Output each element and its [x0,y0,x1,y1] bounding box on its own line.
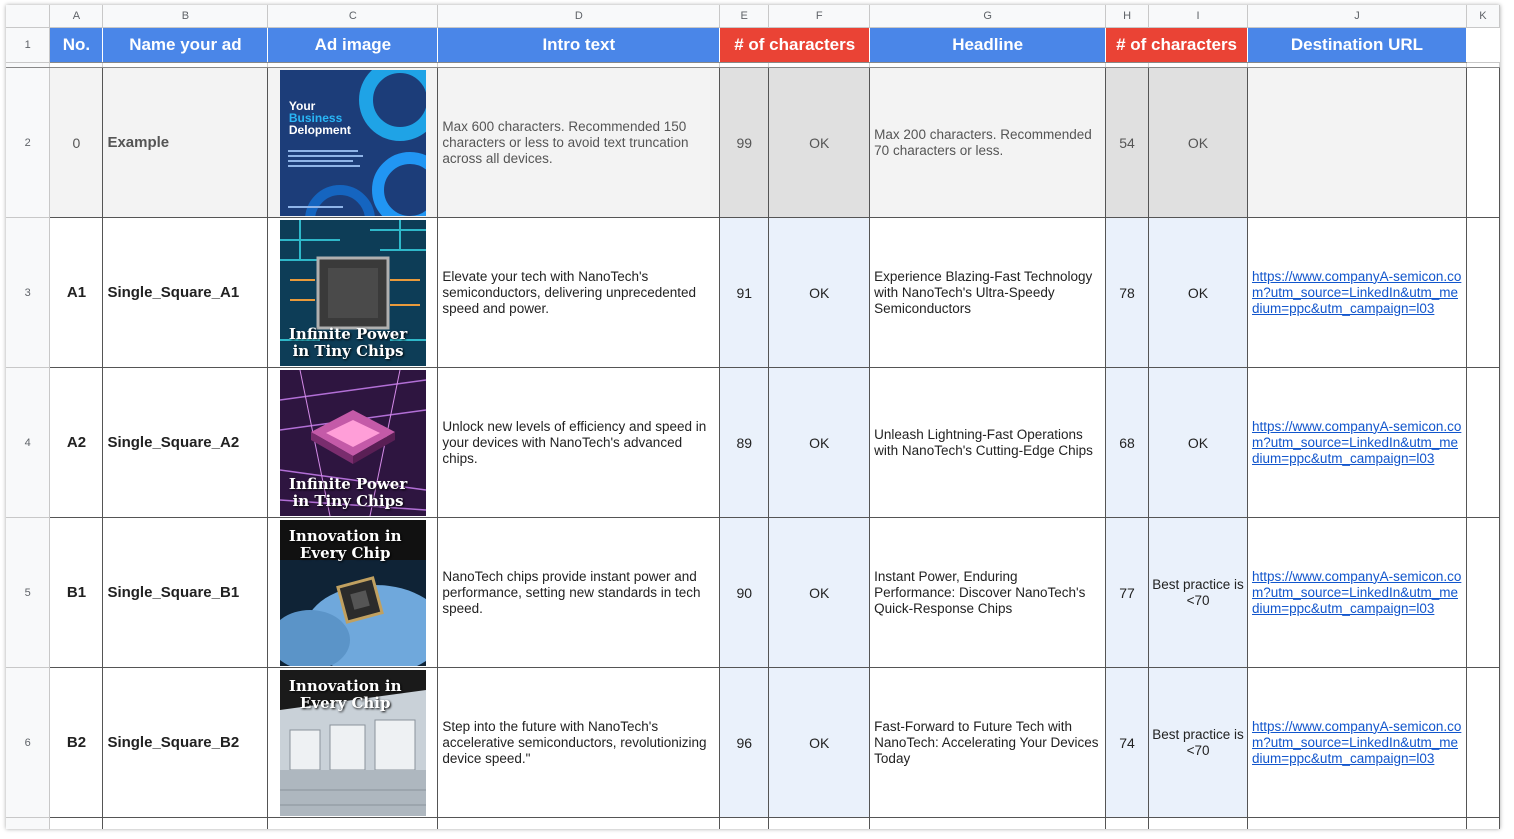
cell-image[interactable] [268,668,438,818]
cell-headline-status[interactable]: OK [1149,68,1248,218]
cell-headline-status[interactable]: Best practice is <70 [1149,518,1248,668]
table-row [6,668,1500,818]
partial-cell[interactable] [720,818,769,830]
ad-image-b2 [280,670,426,816]
cell-image[interactable] [268,368,438,518]
header-url[interactable]: Destination URL [1248,28,1467,63]
cell-no[interactable]: A2 [50,368,103,518]
cell-intro-chars[interactable]: 96 [720,668,769,818]
partial-cell[interactable] [103,818,268,830]
image-caption-line-2: in Tiny Chips [292,491,404,510]
column-header-g[interactable]: G [870,5,1106,28]
cell-headline-chars[interactable]: 77 [1106,518,1149,668]
example-image-text [289,100,351,136]
cell-k[interactable] [1466,68,1499,218]
cell-no[interactable]: B2 [50,668,103,818]
cell-image[interactable] [268,68,438,218]
cell-headline[interactable]: Experience Blazing-Fast Technology with NanoTech's Ultra-Speedy Semiconductors [870,218,1106,368]
cell-name[interactable]: Single_Square_B2 [103,668,268,818]
cell-headline[interactable]: Instant Power, Enduring Performance: Discover NanoTech's Quick-Response Chips [870,518,1106,668]
header-headline-chars[interactable]: # of characters [1106,28,1248,63]
partial-cell[interactable] [438,818,720,830]
partial-cell[interactable] [50,818,103,830]
cell-url[interactable] [1248,68,1467,218]
cell-url[interactable]: https://www.companyA-semicon.com?utm_source=LinkedIn&utm_medium=ppc&utm_campaign=l03 [1248,668,1467,818]
cell-intro[interactable]: Max 600 characters. Recommended 150 characters or less to avoid text truncation across all devices. [438,68,720,218]
cell-intro-status[interactable]: OK [769,368,870,518]
header-k-empty[interactable] [1466,28,1499,63]
cell-headline-status[interactable]: Best practice is <70 [1149,668,1248,818]
partial-cell[interactable] [1106,818,1149,830]
partial-row [6,818,1500,830]
ad-image-a1 [280,220,426,366]
header-image[interactable]: Ad image [268,28,438,63]
partial-cell[interactable] [1149,818,1248,830]
cell-url[interactable]: https://www.companyA-semicon.com?utm_source=LinkedIn&utm_medium=ppc&utm_campaign=l03 [1248,518,1467,668]
row-number-6[interactable]: 6 [6,668,50,818]
row-number-3[interactable]: 3 [6,218,50,368]
header-intro-chars[interactable]: # of characters [720,28,870,63]
cell-url[interactable]: https://www.companyA-semicon.com?utm_source=LinkedIn&utm_medium=ppc&utm_campaign=l03 [1248,218,1467,368]
cell-headline-chars[interactable]: 78 [1106,218,1149,368]
ad-image-b1 [280,520,426,666]
example-ad-art [280,70,426,216]
spreadsheet[interactable] [6,5,1500,829]
example-image-line-1: Your [288,98,316,113]
image-caption-line-1: Infinite Power [288,324,408,343]
row-number-2[interactable]: 2 [6,68,50,218]
cell-intro-chars[interactable]: 89 [720,368,769,518]
column-header-k[interactable]: K [1466,5,1499,28]
partial-cell[interactable] [268,818,438,830]
select-all-corner[interactable] [6,5,50,28]
column-header-b[interactable]: B [103,5,268,28]
cell-image[interactable] [268,518,438,668]
header-name[interactable]: Name your ad [103,28,268,63]
image-caption-line-2: in Tiny Chips [292,341,404,360]
cell-k[interactable] [1466,218,1499,368]
cell-name[interactable]: Single_Square_A2 [103,368,268,518]
partial-cell[interactable] [1466,818,1499,830]
cell-intro[interactable]: Elevate your tech with NanoTech's semiconductors, delivering unprecedented speed and power. [438,218,720,368]
cell-k[interactable] [1466,668,1499,818]
cell-headline[interactable]: Max 200 characters. Recommended 70 characters or less. [870,68,1106,218]
image-caption-line-1: Innovation in [288,526,402,545]
image-caption [289,678,402,712]
table-row-example [6,68,1500,218]
row-number-1[interactable]: 1 [6,28,50,63]
cell-headline[interactable]: Fast-Forward to Future Tech with NanoTech: Accelerating Your Devices Today [870,668,1106,818]
partial-cell[interactable] [870,818,1106,830]
cell-name[interactable]: Single_Square_B1 [103,518,268,668]
cell-intro-status[interactable]: OK [769,218,870,368]
table-row [6,218,1500,368]
cell-intro[interactable]: Step into the future with NanoTech's accelerative semiconductors, revolutionizing device speed." [438,668,720,818]
table-row [6,368,1500,518]
cell-headline-status[interactable]: OK [1149,368,1248,518]
cell-intro-chars[interactable]: 90 [720,518,769,668]
column-header-f[interactable]: F [769,5,870,28]
cell-intro[interactable]: NanoTech chips provide instant power and performance, setting new standards in tech speed. [438,518,720,668]
header-intro[interactable]: Intro text [438,28,720,63]
partial-cell[interactable] [769,818,870,830]
image-caption-line-2: Every Chip [299,693,391,712]
column-header-e[interactable]: E [720,5,769,28]
partial-cell[interactable] [1248,818,1467,830]
row-number-4[interactable]: 4 [6,368,50,518]
cell-k[interactable] [1466,518,1499,668]
cell-no[interactable]: 0 [50,68,103,218]
cell-headline-status[interactable]: OK [1149,218,1248,368]
cell-intro-chars[interactable]: 91 [720,218,769,368]
column-header-j[interactable]: J [1248,5,1467,28]
column-header-h[interactable]: H [1106,5,1149,28]
cell-headline-chars[interactable]: 68 [1106,368,1149,518]
grid [6,5,1500,829]
column-header-i[interactable]: I [1149,5,1248,28]
image-caption [289,326,407,360]
column-header-row [6,5,1500,28]
cell-image[interactable] [268,218,438,368]
example-ad-image [280,70,426,216]
example-image-line-2: Business [288,110,343,125]
cell-name[interactable]: Example [103,68,268,218]
image-caption [289,528,402,562]
cell-k[interactable] [1466,368,1499,518]
header-no[interactable]: No. [50,28,103,63]
example-image-line-3: Delopment [288,122,351,137]
column-header-d[interactable]: D [438,5,720,28]
column-header-c[interactable]: C [268,5,438,28]
image-caption-line-1: Infinite Power [288,474,408,493]
ad-image-a2 [280,370,426,516]
cell-no[interactable]: A1 [50,218,103,368]
header-headline[interactable]: Headline [870,28,1106,63]
cell-no[interactable]: B1 [50,518,103,668]
cell-headline-chars[interactable]: 54 [1106,68,1149,218]
row-number-5[interactable]: 5 [6,518,50,668]
cell-headline[interactable]: Unleash Lightning-Fast Operations with NanoTech's Cutting-Edge Chips [870,368,1106,518]
header-row [6,28,1500,63]
image-caption-line-2: Every Chip [299,543,391,562]
column-header-a[interactable]: A [50,5,103,28]
cell-intro-status[interactable]: OK [769,668,870,818]
image-caption [289,476,407,510]
cell-intro-status[interactable]: OK [769,68,870,218]
cell-url[interactable]: https://www.companyA-semicon.com?utm_source=LinkedIn&utm_medium=ppc&utm_campaign=l03 [1248,368,1467,518]
cell-intro-chars[interactable]: 99 [720,68,769,218]
cell-intro[interactable]: Unlock new levels of efficiency and speed in your devices with NanoTech's advanced chips. [438,368,720,518]
cell-name[interactable]: Single_Square_A1 [103,218,268,368]
table-row [6,518,1500,668]
image-caption-line-1: Innovation in [288,676,402,695]
row-number-7[interactable] [6,818,50,830]
cell-headline-chars[interactable]: 74 [1106,668,1149,818]
cell-intro-status[interactable]: OK [769,518,870,668]
